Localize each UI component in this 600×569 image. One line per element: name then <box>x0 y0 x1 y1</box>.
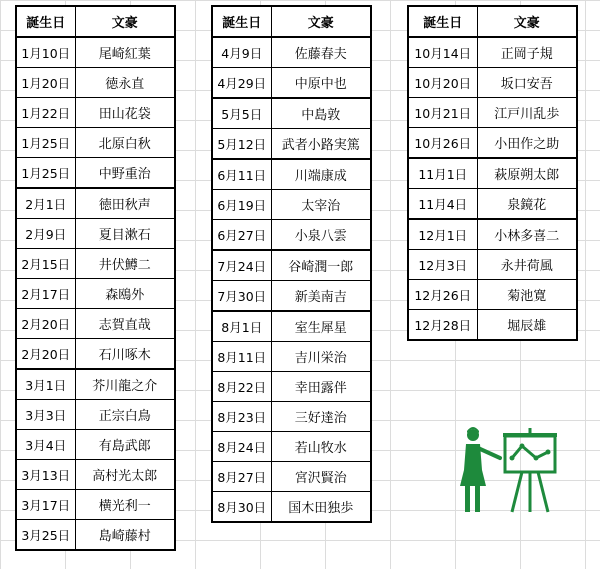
table-row <box>408 250 577 280</box>
author-cell[interactable]: 谷崎潤一郎 <box>271 250 371 281</box>
birthday-cell[interactable]: 2月15日 <box>16 249 75 279</box>
author-cell[interactable]: 佐藤春夫 <box>271 37 371 68</box>
birthday-cell[interactable]: 2月9日 <box>16 219 75 249</box>
header-date[interactable]: 誕生日 <box>212 6 271 37</box>
table-row <box>212 432 371 462</box>
birthday-cell[interactable]: 3月17日 <box>16 490 75 520</box>
author-cell[interactable]: 石川啄木 <box>75 339 175 370</box>
birthday-cell[interactable]: 3月25日 <box>16 520 75 551</box>
birthday-cell[interactable]: 7月30日 <box>212 281 271 312</box>
birthday-cell[interactable]: 3月3日 <box>16 400 75 430</box>
table-row <box>16 249 175 279</box>
header-date[interactable]: 誕生日 <box>408 6 477 37</box>
birthday-cell[interactable]: 10月20日 <box>408 68 477 98</box>
author-cell[interactable]: 太宰治 <box>271 190 371 220</box>
birthday-cell[interactable]: 11月1日 <box>408 158 477 189</box>
table-row <box>212 492 371 523</box>
author-cell[interactable]: 井伏鱒二 <box>75 249 175 279</box>
birthday-cell[interactable]: 8月24日 <box>212 432 271 462</box>
author-cell[interactable]: 武者小路実篤 <box>271 129 371 160</box>
birthday-cell[interactable]: 8月23日 <box>212 402 271 432</box>
table-row <box>16 128 175 158</box>
author-cell[interactable]: 徳田秋声 <box>75 188 175 219</box>
table-row <box>16 188 175 219</box>
author-cell[interactable]: 幸田露伴 <box>271 372 371 402</box>
table-row <box>408 68 577 98</box>
table-row <box>408 37 577 68</box>
birthday-cell[interactable]: 8月1日 <box>212 311 271 342</box>
table-row <box>408 98 577 128</box>
author-cell[interactable]: 芥川龍之介 <box>75 369 175 400</box>
table-header-row <box>212 6 371 37</box>
birthday-cell[interactable]: 6月11日 <box>212 159 271 190</box>
table-row <box>16 339 175 370</box>
author-cell[interactable]: 若山牧水 <box>271 432 371 462</box>
table-row <box>408 280 577 310</box>
birthday-cell[interactable]: 4月9日 <box>212 37 271 68</box>
birthday-cell[interactable]: 8月30日 <box>212 492 271 523</box>
birthday-cell[interactable]: 12月28日 <box>408 310 477 341</box>
table-row <box>212 68 371 99</box>
birthday-cell[interactable]: 12月3日 <box>408 250 477 280</box>
presenter-icon <box>456 424 566 524</box>
author-cell[interactable]: 中島敦 <box>271 98 371 129</box>
author-cell[interactable]: 中原中也 <box>271 68 371 99</box>
author-cell[interactable]: 小林多喜二 <box>477 219 577 250</box>
table-row <box>16 369 175 400</box>
birthday-cell[interactable]: 3月4日 <box>16 430 75 460</box>
author-cell[interactable]: 国木田独歩 <box>271 492 371 523</box>
table-row <box>408 158 577 189</box>
table-row <box>16 219 175 249</box>
header-author[interactable]: 文豪 <box>271 6 371 37</box>
author-cell[interactable]: 中野重治 <box>75 158 175 189</box>
author-cell[interactable]: 泉鏡花 <box>477 189 577 220</box>
table-row <box>408 128 577 159</box>
birthday-cell[interactable]: 6月27日 <box>212 220 271 251</box>
table-row <box>212 98 371 129</box>
birthday-cell[interactable]: 12月1日 <box>408 219 477 250</box>
birthday-cell[interactable]: 1月22日 <box>16 98 75 128</box>
table-row <box>212 281 371 312</box>
table-row <box>212 190 371 220</box>
author-cell[interactable]: 夏目漱石 <box>75 219 175 249</box>
author-cell[interactable]: 三好達治 <box>271 402 371 432</box>
author-cell[interactable]: 室生犀星 <box>271 311 371 342</box>
birthday-table-1 <box>15 5 176 551</box>
table-row <box>16 460 175 490</box>
birthday-cell[interactable]: 12月26日 <box>408 280 477 310</box>
author-cell[interactable]: 尾崎紅葉 <box>75 37 175 68</box>
birthday-cell[interactable]: 5月5日 <box>212 98 271 129</box>
birthday-cell[interactable]: 4月29日 <box>212 68 271 99</box>
birthday-cell[interactable]: 8月27日 <box>212 462 271 492</box>
birthday-table-3 <box>407 5 578 341</box>
birthday-table-2 <box>211 5 372 523</box>
table-row <box>408 189 577 220</box>
header-author[interactable]: 文豪 <box>75 6 175 37</box>
table-row <box>212 220 371 251</box>
author-cell[interactable]: 志賀直哉 <box>75 309 175 339</box>
author-cell[interactable]: 正宗白鳥 <box>75 400 175 430</box>
table-row <box>212 129 371 160</box>
table-row <box>16 279 175 309</box>
table-row <box>16 158 175 189</box>
table-row <box>212 37 371 68</box>
author-cell[interactable]: 坂口安吾 <box>477 68 577 98</box>
author-cell[interactable]: 田山花袋 <box>75 98 175 128</box>
birthday-cell[interactable]: 7月24日 <box>212 250 271 281</box>
birthday-cell[interactable]: 10月26日 <box>408 128 477 159</box>
table-row <box>16 68 175 98</box>
table-row <box>16 490 175 520</box>
table-row <box>408 310 577 341</box>
author-cell[interactable]: 正岡子規 <box>477 37 577 68</box>
author-cell[interactable]: 吉川栄治 <box>271 342 371 372</box>
table-row <box>408 219 577 250</box>
author-cell[interactable]: 川端康成 <box>271 159 371 190</box>
birthday-cell[interactable]: 1月20日 <box>16 68 75 98</box>
table-header-row <box>16 6 175 37</box>
table-row <box>212 159 371 190</box>
table-row <box>212 342 371 372</box>
table-row <box>212 402 371 432</box>
table-row <box>212 250 371 281</box>
birthday-cell[interactable]: 8月11日 <box>212 342 271 372</box>
author-cell[interactable]: 萩原朔太郎 <box>477 158 577 189</box>
table-row <box>212 311 371 342</box>
birthday-cell[interactable]: 1月25日 <box>16 158 75 189</box>
birthday-cell[interactable]: 11月4日 <box>408 189 477 220</box>
header-author[interactable]: 文豪 <box>477 6 577 37</box>
table-row <box>212 462 371 492</box>
table-header-row <box>408 6 577 37</box>
author-cell[interactable]: 宮沢賢治 <box>271 462 371 492</box>
birthday-cell[interactable]: 2月20日 <box>16 309 75 339</box>
birthday-cell[interactable]: 6月19日 <box>212 190 271 220</box>
author-cell[interactable]: 高村光太郎 <box>75 460 175 490</box>
table-row <box>16 520 175 551</box>
table-row <box>16 309 175 339</box>
birthday-cell[interactable]: 10月21日 <box>408 98 477 128</box>
birthday-cell[interactable]: 10月14日 <box>408 37 477 68</box>
author-cell[interactable]: 有島武郎 <box>75 430 175 460</box>
table-row <box>16 98 175 128</box>
author-cell[interactable]: 永井荷風 <box>477 250 577 280</box>
birthday-cell[interactable]: 8月22日 <box>212 372 271 402</box>
birthday-cell[interactable]: 3月1日 <box>16 369 75 400</box>
author-cell[interactable]: 小田作之助 <box>477 128 577 159</box>
author-cell[interactable]: 徳永直 <box>75 68 175 98</box>
birthday-cell[interactable]: 1月10日 <box>16 37 75 68</box>
author-cell[interactable]: 江戸川乱歩 <box>477 98 577 128</box>
author-cell[interactable]: 堀辰雄 <box>477 310 577 341</box>
author-cell[interactable]: 菊池寛 <box>477 280 577 310</box>
author-cell[interactable]: 島崎藤村 <box>75 520 175 551</box>
author-cell[interactable]: 北原白秋 <box>75 128 175 158</box>
table-row <box>16 400 175 430</box>
table-row <box>16 430 175 460</box>
birthday-cell[interactable]: 2月20日 <box>16 339 75 370</box>
table-row <box>16 37 175 68</box>
birthday-cell[interactable]: 5月12日 <box>212 129 271 160</box>
table-row <box>212 372 371 402</box>
birthday-cell[interactable]: 1月25日 <box>16 128 75 158</box>
header-date[interactable]: 誕生日 <box>16 6 75 37</box>
author-cell[interactable]: 横光利一 <box>75 490 175 520</box>
author-cell[interactable]: 森鴎外 <box>75 279 175 309</box>
author-cell[interactable]: 小泉八雲 <box>271 220 371 251</box>
birthday-cell[interactable]: 2月17日 <box>16 279 75 309</box>
birthday-cell[interactable]: 3月13日 <box>16 460 75 490</box>
birthday-cell[interactable]: 2月1日 <box>16 188 75 219</box>
author-cell[interactable]: 新美南吉 <box>271 281 371 312</box>
